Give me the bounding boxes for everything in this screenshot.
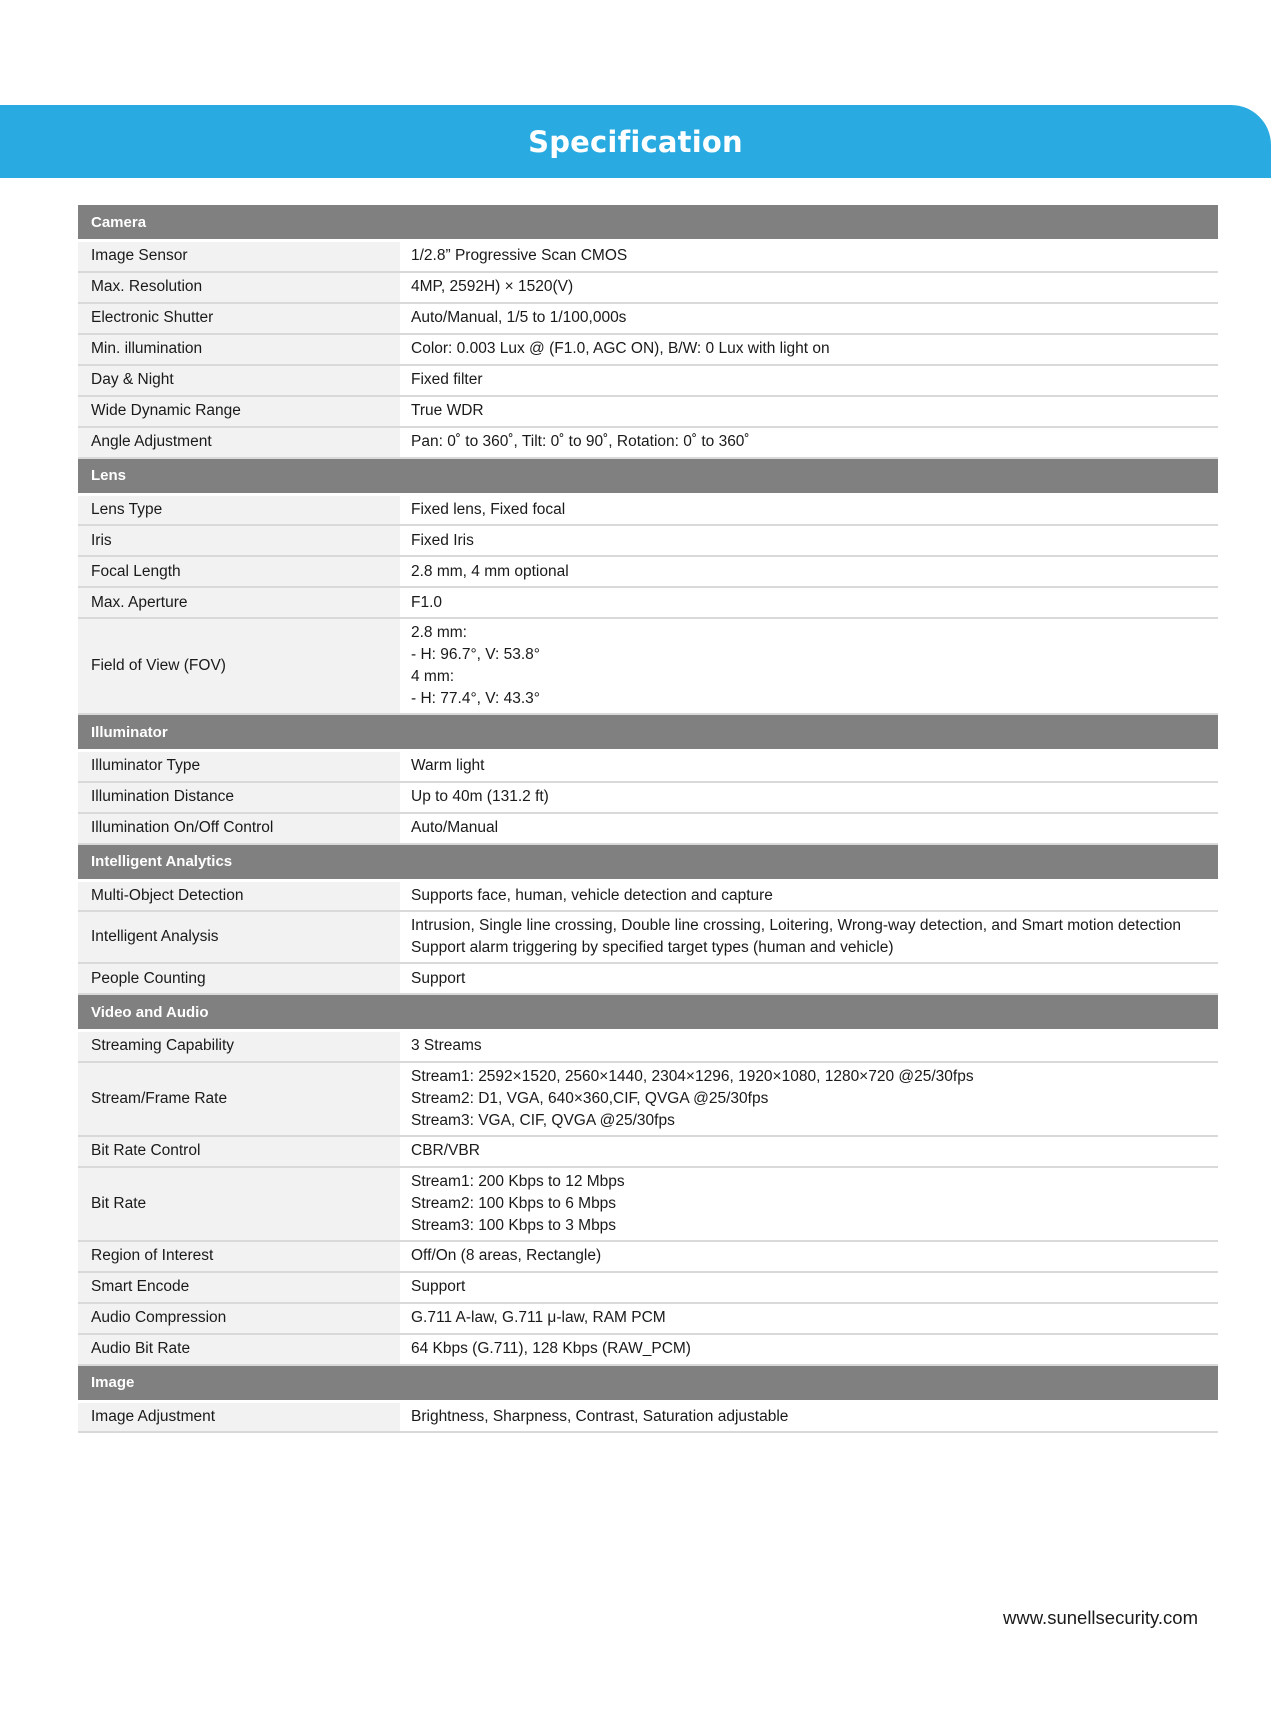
table-row	[78, 751, 1218, 782]
spec-label: Field of View (FOV)	[78, 618, 400, 714]
table-row	[78, 334, 1218, 365]
table-row	[78, 587, 1218, 618]
spec-value: True WDR	[400, 396, 1218, 427]
spec-value: Brightness, Sharpness, Contrast, Saturation adjustable	[400, 1401, 1218, 1432]
section-title: Illuminator	[78, 714, 1218, 751]
table-row	[78, 272, 1218, 303]
section-header-row	[78, 458, 1218, 495]
spec-label: Iris	[78, 525, 400, 556]
table-row	[78, 1303, 1218, 1334]
spec-value: Auto/Manual, 1/5 to 1/100,000s	[400, 303, 1218, 334]
section-title: Image	[78, 1365, 1218, 1402]
spec-label: Multi-Object Detection	[78, 880, 400, 911]
spec-value: CBR/VBR	[400, 1136, 1218, 1167]
spec-label: Illuminator Type	[78, 751, 400, 782]
spec-value: 1/2.8” Progressive Scan CMOS	[400, 241, 1218, 272]
spec-label: Illumination On/Off Control	[78, 813, 400, 844]
table-row	[78, 1062, 1218, 1136]
spec-label: Intelligent Analysis	[78, 911, 400, 963]
spec-label: Focal Length	[78, 556, 400, 587]
table-row	[78, 963, 1218, 994]
table-row	[78, 396, 1218, 427]
table-row	[78, 427, 1218, 458]
table-row	[78, 880, 1218, 911]
footer-url: www.sunellsecurity.com	[1003, 1607, 1198, 1628]
spec-value: Intrusion, Single line crossing, Double line crossing, Loitering, Wrong-way detection, and Smart motion detection Support alarm triggering by specified target types (human and vehicle)	[400, 911, 1218, 963]
spec-label: Wide Dynamic Range	[78, 396, 400, 427]
table-row	[78, 1272, 1218, 1303]
spec-value: 3 Streams	[400, 1031, 1218, 1062]
spec-label: Image Adjustment	[78, 1401, 400, 1432]
section-title: Intelligent Analytics	[78, 844, 1218, 881]
spec-label: Illumination Distance	[78, 782, 400, 813]
spec-value: Fixed filter	[400, 365, 1218, 396]
section-header-row	[78, 205, 1218, 241]
table-row	[78, 1241, 1218, 1272]
table-row	[78, 911, 1218, 963]
section-title: Lens	[78, 458, 1218, 495]
page-title: Specification	[528, 124, 743, 159]
spec-value: Support	[400, 1272, 1218, 1303]
spec-label: People Counting	[78, 963, 400, 994]
spec-label: Bit Rate Control	[78, 1136, 400, 1167]
spec-table-body	[78, 205, 1218, 1432]
section-header-row	[78, 994, 1218, 1031]
spec-label: Image Sensor	[78, 241, 400, 272]
spec-label: Audio Bit Rate	[78, 1334, 400, 1365]
spec-value: F1.0	[400, 587, 1218, 618]
section-header-row	[78, 714, 1218, 751]
table-row	[78, 1136, 1218, 1167]
spec-value: Fixed lens, Fixed focal	[400, 494, 1218, 525]
table-row	[78, 1334, 1218, 1365]
table-row	[78, 494, 1218, 525]
spec-label: Streaming Capability	[78, 1031, 400, 1062]
spec-label: Lens Type	[78, 494, 400, 525]
spec-value: 2.8 mm, 4 mm optional	[400, 556, 1218, 587]
table-row	[78, 813, 1218, 844]
spec-value: Stream1: 2592×1520, 2560×1440, 2304×1296, 1920×1080, 1280×720 @25/30fps Stream2: D1, VGA, 640×360,CIF, QVGA @25/30fps Stream3: VGA, CIF, QVGA @25/30fps	[400, 1062, 1218, 1136]
spec-value: Auto/Manual	[400, 813, 1218, 844]
spec-value: Warm light	[400, 751, 1218, 782]
spec-value: Fixed Iris	[400, 525, 1218, 556]
spec-label: Min. illumination	[78, 334, 400, 365]
spec-value: Color: 0.003 Lux @ (F1.0, AGC ON), B/W: 0 Lux with light on	[400, 334, 1218, 365]
section-title: Camera	[78, 205, 1218, 241]
spec-value: G.711 A-law, G.711 μ-law, RAM PCM	[400, 1303, 1218, 1334]
spec-value: Pan: 0˚ to 360˚, Tilt: 0˚ to 90˚, Rotation: 0˚ to 360˚	[400, 427, 1218, 458]
table-row	[78, 241, 1218, 272]
table-row	[78, 782, 1218, 813]
spec-value: Up to 40m (131.2 ft)	[400, 782, 1218, 813]
spec-value: 64 Kbps (G.711), 128 Kbps (RAW_PCM)	[400, 1334, 1218, 1365]
spec-value: 4MP, 2592H) × 1520(V)	[400, 272, 1218, 303]
spec-value: 2.8 mm: - H: 96.7°, V: 53.8° 4 mm: - H: 77.4°, V: 43.3°	[400, 618, 1218, 714]
spec-label: Max. Resolution	[78, 272, 400, 303]
spec-label: Stream/Frame Rate	[78, 1062, 400, 1136]
table-row	[78, 365, 1218, 396]
section-header-row	[78, 844, 1218, 881]
section-header-row	[78, 1365, 1218, 1402]
spec-label: Max. Aperture	[78, 587, 400, 618]
spec-value: Supports face, human, vehicle detection and capture	[400, 880, 1218, 911]
spec-value: Stream1: 200 Kbps to 12 Mbps Stream2: 100 Kbps to 6 Mbps Stream3: 100 Kbps to 3 Mbps	[400, 1167, 1218, 1241]
table-row	[78, 1167, 1218, 1241]
spec-label: Smart Encode	[78, 1272, 400, 1303]
spec-label: Day & Night	[78, 365, 400, 396]
spec-label: Electronic Shutter	[78, 303, 400, 334]
table-row	[78, 618, 1218, 714]
table-row	[78, 1401, 1218, 1432]
spec-label: Angle Adjustment	[78, 427, 400, 458]
section-title: Video and Audio	[78, 994, 1218, 1031]
table-row	[78, 303, 1218, 334]
spec-label: Region of Interest	[78, 1241, 400, 1272]
table-row	[78, 1031, 1218, 1062]
title-banner	[0, 105, 1271, 178]
table-row	[78, 525, 1218, 556]
spec-label: Audio Compression	[78, 1303, 400, 1334]
table-row	[78, 556, 1218, 587]
spec-table	[78, 205, 1218, 1433]
spec-value: Support	[400, 963, 1218, 994]
spec-label: Bit Rate	[78, 1167, 400, 1241]
spec-value: Off/On (8 areas, Rectangle)	[400, 1241, 1218, 1272]
